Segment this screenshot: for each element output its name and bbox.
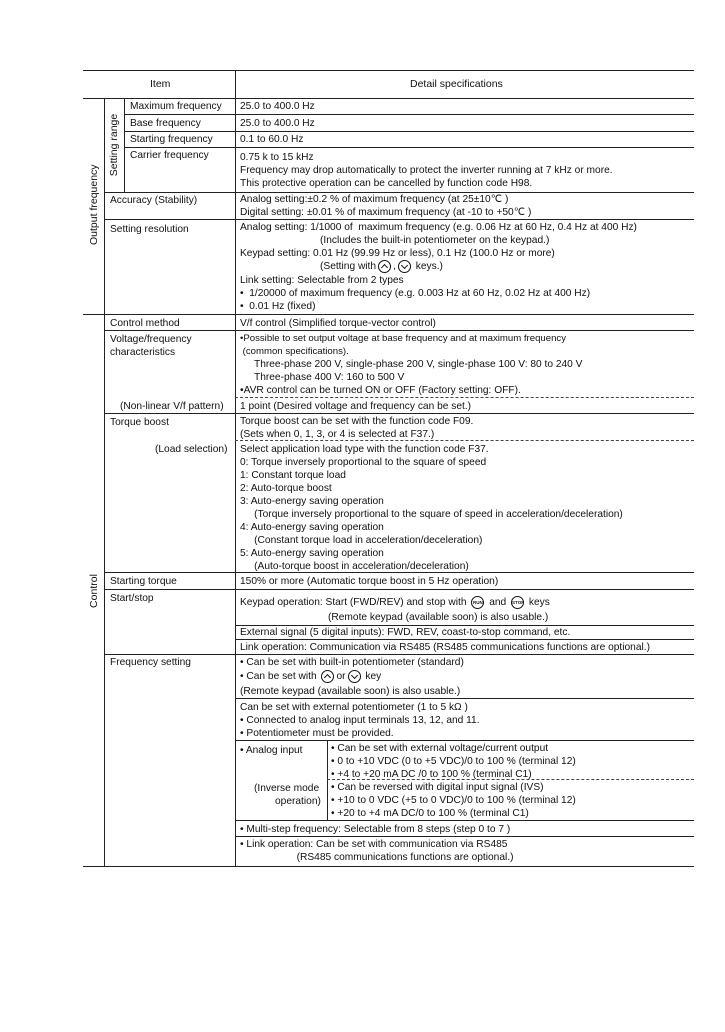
table-top-border — [83, 70, 694, 71]
inverse-line: • +20 to +4 mA DC/0 to 100 % (terminal C1) — [331, 808, 529, 819]
fs-pot: • Can be set with built-in potentiometer (standard) — [240, 657, 464, 668]
vf-label-1: Voltage/frequency — [110, 334, 192, 345]
nonlinear-label: (Non-linear V/f pattern) — [120, 401, 224, 412]
ss-keypad — [240, 596, 550, 609]
res-analog-note: (Includes the built-in potentiometer on the keypad.) — [320, 235, 550, 246]
vf-label-2: characteristics — [110, 347, 176, 358]
row-border — [235, 639, 694, 640]
item-header: Item — [150, 78, 171, 90]
row-border — [124, 147, 694, 148]
ss-keypad-a: Keypad operation: Start (FWD/REV) and stop with — [240, 597, 467, 609]
link-line: (RS485 communications functions are optional.) — [240, 852, 514, 863]
row-border — [104, 413, 694, 414]
table-bottom-border — [83, 866, 694, 867]
accuracy-label: Accuracy (Stability) — [110, 195, 198, 206]
link-line: • Link operation: Can be set with communication via RS485 — [240, 839, 508, 850]
column-divider — [235, 70, 236, 866]
starting-torque-value: 150% or more (Automatic torque boost in 5 Hz operation) — [240, 576, 499, 587]
ss-keypad-b: and — [489, 597, 507, 609]
fs-ext-line: • Potentiometer must be provided. — [240, 728, 394, 739]
ss-keypad-note: (Remote keypad (available soon) is also usable.) — [328, 612, 549, 623]
load-line: 1: Constant torque load — [240, 470, 346, 481]
up-key-icon — [378, 260, 391, 273]
max-frequency-label: Maximum frequency — [130, 101, 222, 112]
detail-header: Detail specifications — [410, 78, 503, 90]
carrier-frequency-label: Carrier frequency — [130, 150, 209, 161]
setting-range-divider — [124, 98, 125, 192]
analog-line: • 0 to +10 VDC (0 to +5 VDC)/0 to 100 % (terminal 12) — [331, 756, 576, 767]
ss-link: Link operation: Communication via RS485 (RS485 communications functions are optional.) — [240, 642, 650, 653]
res-keypad-note-a: (Setting with — [320, 261, 377, 273]
load-line: 0: Torque inversely proportional to the square of speed — [240, 457, 487, 468]
row-border — [235, 740, 694, 741]
frequency-setting-label: Frequency setting — [110, 657, 191, 668]
row-border — [124, 114, 694, 115]
control-label: Control — [88, 574, 100, 608]
vf-line: •Possible to set output voltage at base frequency and at maximum frequency — [240, 333, 567, 344]
up-key-icon — [321, 670, 334, 683]
torque-line: Torque boost can be set with the function code F09. — [240, 416, 474, 427]
accuracy-line: Analog setting:±0.2 % of maximum frequency (at 25±10℃ ) — [240, 194, 509, 205]
load-line: 3: Auto-energy saving operation — [240, 496, 384, 507]
vf-line: Three-phase 400 V: 160 to 500 V — [240, 372, 405, 383]
row-border — [104, 654, 694, 655]
analog-line: • Can be set with external voltage/current output — [331, 743, 549, 754]
load-line: 5: Auto-energy saving operation — [240, 548, 384, 559]
stop-key-icon: STOP — [511, 596, 524, 609]
row-border — [235, 836, 694, 837]
row-border — [124, 131, 694, 132]
vf-line: Three-phase 200 V, single-phase 200 V, single-phase 100 V: 80 to 240 V — [240, 359, 583, 370]
inverse-label-2: operation) — [275, 796, 321, 807]
dashed-border — [235, 397, 694, 398]
res-link-1: • 1/20000 of maximum frequency (e.g. 0.003 Hz at 60 Hz, 0.02 Hz at 400 Hz) — [240, 288, 591, 299]
torque-boost-label: Torque boost — [110, 417, 169, 428]
res-keypad-note-b: keys.) — [415, 261, 443, 273]
fs-ext-line: • Connected to analog input terminals 13, 12, and 11. — [240, 715, 480, 726]
ss-external: External signal (5 digital inputs): FWD, REV, coast-to-stop command, etc. — [240, 627, 571, 638]
multistep: • Multi-step frequency: Selectable from 8 steps (step 0 to 7 ) — [240, 824, 511, 835]
analog-line: • +4 to +20 mA DC /0 to 100 % (terminal C1) — [331, 769, 532, 780]
fs-ext-line: Can be set with external potentiometer (1 to 5 kΩ ) — [240, 702, 468, 713]
row-border — [235, 820, 694, 821]
load-line: 2: Auto-torque boost — [240, 483, 332, 494]
carrier-line: Frequency may drop automatically to protect the inverter running at 7 kHz or more. — [240, 165, 613, 176]
nonlinear-value: 1 point (Desired voltage and frequency can be set.) — [240, 401, 472, 412]
starting-frequency-label: Starting frequency — [130, 134, 213, 145]
vf-line: •AVR control can be turned ON or OFF (Factory setting: OFF). — [240, 385, 521, 396]
vf-line: (common specifications). — [240, 346, 349, 357]
starting-frequency-value: 0.1 to 60.0 Hz — [240, 134, 304, 145]
load-line: (Torque inversely proportional to the square of speed in acceleration/deceleration) — [240, 509, 623, 520]
fs-remote: (Remote keypad (available soon) is also usable.) — [240, 686, 461, 697]
setting-range-label: Setting range — [108, 113, 120, 177]
row-border — [104, 330, 694, 331]
starting-torque-label: Starting torque — [110, 576, 177, 587]
load-line: (Auto-torque boost in acceleration/deceleration) — [240, 561, 469, 572]
resolution-label: Setting resolution — [110, 224, 189, 235]
res-keypad-note: (Setting with , keys.) — [320, 261, 443, 273]
inverse-line: • +10 to 0 VDC (+5 to 0 VDC)/0 to 100 % (terminal 12) — [331, 795, 576, 806]
inverse-label-1: (Inverse mode — [254, 783, 320, 794]
output-frequency-label: Output frequency — [88, 164, 100, 245]
load-line: (Constant torque load in acceleration/deceleration) — [240, 535, 483, 546]
fs-key-c: key — [365, 671, 382, 683]
inverse-line: • Can be reversed with digital input signal (IVS) — [331, 782, 544, 793]
header-bottom-border — [83, 98, 694, 99]
res-keypad: Keypad setting: 0.01 Hz (99.99 Hz or less), 0.1 Hz (100.0 Hz or more) — [240, 248, 555, 259]
res-analog: Analog setting: 1/1000 of maximum frequency (e.g. 0.06 Hz at 60 Hz, 0.4 Hz at 400 Hz) — [240, 222, 637, 233]
res-link: Link setting: Selectable from 2 types — [240, 275, 404, 286]
down-key-icon — [398, 260, 411, 273]
fs-key-a: • Can be set with — [240, 671, 317, 683]
carrier-line: 0.75 k to 15 kHz — [240, 152, 314, 163]
load-selection-label: (Load selection) — [155, 444, 228, 455]
down-key-icon — [348, 670, 361, 683]
control-method-value: V/f control (Simplified torque-vector control) — [240, 318, 436, 329]
analog-divider — [327, 740, 328, 820]
start-stop-label: Start/stop — [110, 593, 154, 604]
row-border — [104, 589, 694, 590]
control-method-label: Control method — [110, 318, 180, 329]
accuracy-line: Digital setting: ±0.01 % of maximum frequency (at -10 to +50℃ ) — [240, 207, 532, 218]
res-link-2: • 0.01 Hz (fixed) — [240, 301, 316, 312]
base-frequency-value: 25.0 to 400.0 Hz — [240, 118, 315, 129]
fs-key — [240, 670, 381, 683]
row-border — [235, 698, 694, 699]
run-key-icon: RUN — [471, 596, 484, 609]
row-border — [104, 219, 694, 220]
group-divider — [104, 98, 105, 866]
base-frequency-label: Base frequency — [130, 118, 201, 129]
carrier-line: This protective operation can be cancelled by function code H98. — [240, 178, 533, 189]
fs-key-b: or — [336, 671, 346, 683]
load-line: 4: Auto-energy saving operation — [240, 522, 384, 533]
load-line: Select application load type with the function code F37. — [240, 444, 489, 455]
analog-input-label: • Analog input — [240, 745, 303, 756]
group-border — [83, 314, 694, 315]
max-frequency-value: 25.0 to 400.0 Hz — [240, 101, 315, 112]
torque-line: (Sets when 0, 1, 3, or 4 is selected at F37.) — [240, 429, 435, 440]
ss-keypad-c: keys — [528, 597, 550, 609]
